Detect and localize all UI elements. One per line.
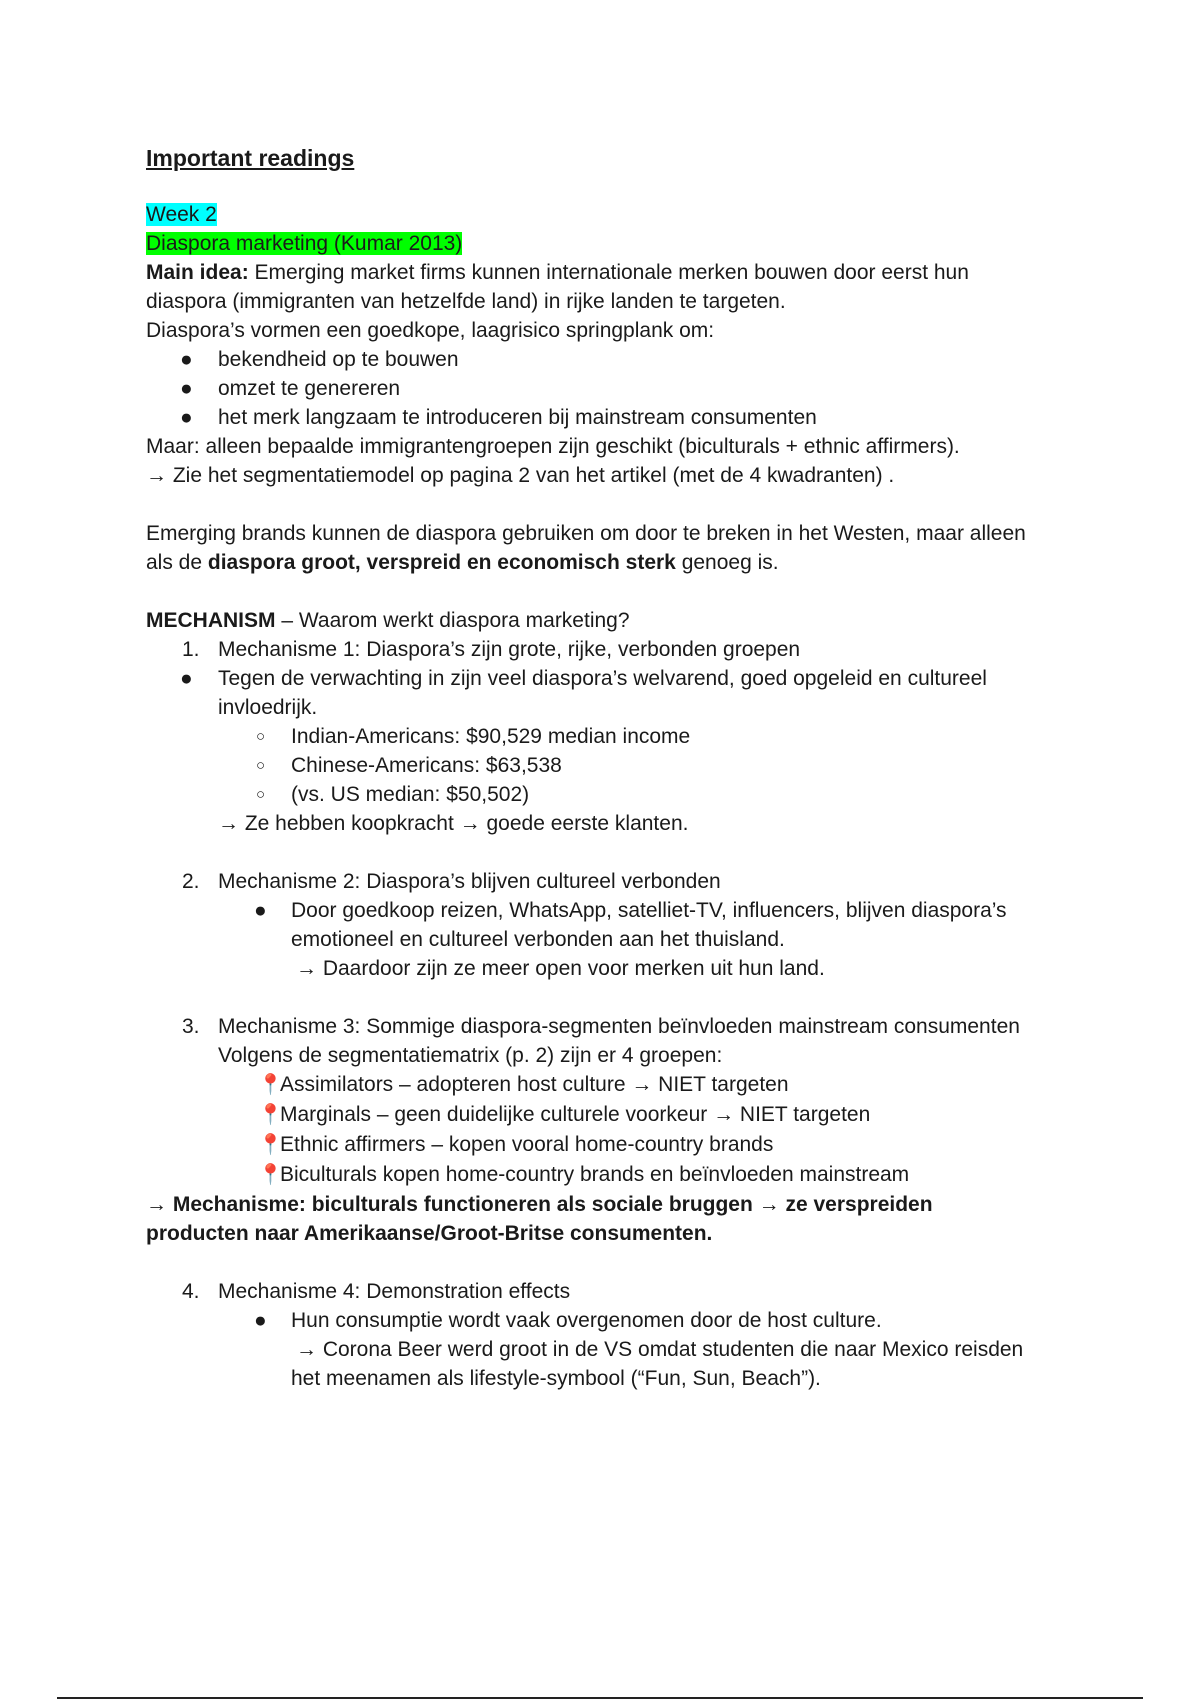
page-title: Important readings — [146, 145, 355, 171]
list-item — [146, 751, 1106, 780]
spacer — [146, 490, 1106, 519]
list-number: 3. — [182, 1015, 200, 1038]
model-reference: → Zie het segmentatiemodel op pagina 2 van het artikel (met de 4 kwadranten) . — [146, 464, 895, 487]
pin-icon: 📍 — [258, 1074, 283, 1096]
mechanism-1-bullet-line2: invloedrijk. — [218, 696, 318, 719]
list-item-text: het merk langzaam te introduceren bij mainstream consumenten — [218, 406, 817, 429]
emerging-bold: diaspora groot, verspreid en economisch sterk — [207, 551, 676, 574]
caveat-text: Maar: alleen bepaalde immigrantengroepen zijn geschikt (biculturals + ethnic affirmers). — [146, 435, 960, 458]
circle-bullet-icon: ○ — [256, 757, 266, 774]
mechanism-2-conclusion: → Daardoor zijn ze meer open voor merken uit hun land. — [296, 957, 825, 980]
list-item — [146, 722, 1106, 751]
segment-item — [146, 1160, 1106, 1190]
segment-item-text: Assimilators – adopteren host culture → NIET targeten — [280, 1073, 789, 1096]
list-item-text: omzet te genereren — [218, 377, 401, 400]
mechanism-heading-rest: – Waarom werkt diaspora marketing? — [275, 609, 630, 632]
emerging-line1: Emerging brands kunnen de diaspora gebruiken om door te breken in het Westen, maar alleen — [146, 522, 1026, 545]
main-idea-text1: Emerging market firms kunnen internationale merken bouwen door eerst hun — [248, 261, 969, 284]
spacer — [146, 1248, 1106, 1277]
mechanism-3-subtitle: Volgens de segmentatiematrix (p. 2) zijn er 4 groepen: — [218, 1044, 723, 1067]
segment-item-text: Biculturals kopen home-country brands en beïnvloeden mainstream — [280, 1163, 910, 1186]
pin-icon: 📍 — [258, 1104, 283, 1126]
bullet-icon: ● — [180, 348, 193, 371]
list-number: 2. — [182, 870, 200, 893]
list-item-text: Chinese-Americans: $63,538 — [291, 754, 562, 777]
segment-item-text: Ethnic affirmers – kopen vooral home-country brands — [280, 1133, 774, 1156]
mechanism-1-sublist — [146, 722, 1106, 809]
list-number: 4. — [182, 1280, 200, 1303]
mechanism-3-conclusion-line2: producten naar Amerikaanse/Groot-Britse consumenten. — [146, 1222, 713, 1245]
bullet-icon: ● — [180, 667, 193, 690]
mechanism-2-title — [146, 867, 1106, 896]
main-idea-label: Main idea: — [146, 261, 249, 284]
mechanism-4-bullet-text: Hun consumptie wordt vaak overgenomen door de host culture. — [291, 1309, 882, 1332]
mechanism-heading — [146, 606, 1106, 635]
circle-bullet-icon: ○ — [256, 728, 266, 745]
springboard-intro: Diaspora’s vormen een goedkope, laagrisico springplank om: — [146, 319, 715, 342]
mechanism-3-conclusion-line1: → Mechanisme: biculturals functioneren als sociale bruggen → ze verspreiden — [146, 1193, 933, 1216]
mechanism-3-title-text: Mechanisme 3: Sommige diaspora-segmenten beïnvloeden mainstream consumenten — [218, 1015, 1020, 1038]
emerging-line2 — [146, 548, 1106, 577]
list-item-text: Indian-Americans: $90,529 median income — [291, 725, 691, 748]
bullet-icon: ● — [254, 1309, 267, 1332]
pin-icon: 📍 — [258, 1134, 283, 1156]
mechanism-1-title-text: Mechanisme 1: Diaspora’s zijn grote, rijke, verbonden groepen — [218, 638, 801, 661]
list-item — [146, 403, 1106, 432]
mechanism-4-bullet — [146, 1306, 1106, 1335]
segment-item-text: Marginals – geen duidelijke culturele voorkeur → NIET targeten — [280, 1103, 871, 1126]
mechanism-2-title-text: Mechanisme 2: Diaspora’s blijven cultureel verbonden — [218, 870, 721, 893]
emerging-pre: als de — [146, 551, 208, 574]
bullet-icon: ● — [180, 406, 193, 429]
week-label: Week 2 — [146, 203, 217, 226]
spacer — [146, 983, 1106, 1012]
pin-icon: 📍 — [258, 1164, 283, 1186]
mechanism-2-bullet-line2: emotioneel en cultureel verbonden aan het thuisland. — [291, 928, 785, 951]
mechanism-1-bullet-line1: Tegen de verwachting in zijn veel diaspora’s welvarend, goed opgeleid en cultureel — [218, 667, 987, 690]
list-item-text: bekendheid op te bouwen — [218, 348, 459, 371]
mechanism-2-bullet — [146, 896, 1106, 925]
mechanism-4-example-line1: → Corona Beer werd groot in de VS omdat studenten die naar Mexico reisden — [296, 1338, 1024, 1361]
topic-label: Diaspora marketing (Kumar 2013) — [146, 232, 463, 255]
mechanism-3-title — [146, 1012, 1106, 1041]
list-item — [146, 780, 1106, 809]
list-item-text: (vs. US median: $50,502) — [291, 783, 530, 806]
topic-heading — [146, 229, 1106, 258]
circle-bullet-icon: ○ — [256, 786, 266, 803]
main-idea-line1 — [146, 258, 1106, 287]
mechanism-2-bullet-line1: Door goedkoop reizen, WhatsApp, satelliet-TV, influencers, blijven diaspora’s — [291, 899, 1007, 922]
mechanism-1-bullet — [146, 664, 1106, 693]
mechanism-heading-bold: MECHANISM — [146, 609, 276, 632]
list-number: 1. — [182, 638, 200, 661]
bullet-icon: ● — [180, 377, 193, 400]
emerging-post: genoeg is. — [675, 551, 779, 574]
mechanism-4-example-line2: het meenamen als lifestyle-symbool (“Fun, Sun, Beach”). — [291, 1367, 821, 1390]
spacer — [146, 838, 1106, 867]
segment-item — [146, 1130, 1106, 1160]
bullet-icon: ● — [254, 899, 267, 922]
list-item — [146, 374, 1106, 403]
list-item — [146, 345, 1106, 374]
mechanism-1-title — [146, 635, 1106, 664]
mechanism-4-title-text: Mechanisme 4: Demonstration effects — [218, 1280, 571, 1303]
document-page — [146, 143, 1106, 1393]
segment-item — [146, 1100, 1106, 1130]
springboard-list — [146, 345, 1106, 432]
segment-item — [146, 1070, 1106, 1100]
spacer — [146, 577, 1106, 606]
mechanism-4-title — [146, 1277, 1106, 1306]
week-heading — [146, 200, 1106, 229]
main-idea-line2: diaspora (immigranten van hetzelfde land) in rijke landen te targeten. — [146, 290, 786, 313]
mechanism-1-conclusion: → Ze hebben koopkracht → goede eerste klanten. — [218, 812, 689, 835]
page-bottom-divider — [57, 1697, 1143, 1699]
